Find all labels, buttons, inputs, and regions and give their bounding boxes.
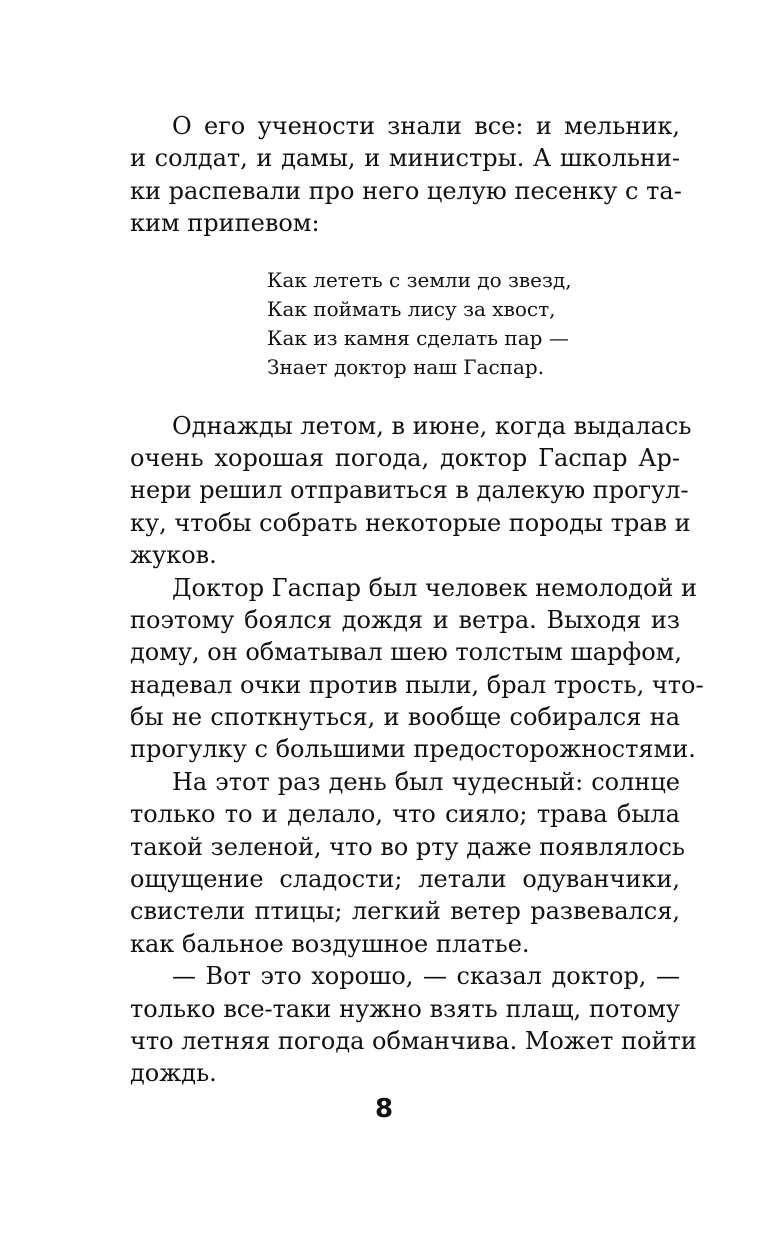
book-page-text [130,110,704,1090]
text-line: На этот раз день был чудесный: солнце [172,767,680,796]
text-line: бы не споткнуться, и вообще собирался на [130,703,680,732]
text-line: поэтому боялся дождя и ветра. Выходя из [130,605,680,634]
poem-line: Как из камня сделать пар — [267,325,569,350]
page-number: 8 [374,1094,394,1124]
text-line: нери решил отправиться в далекую прогул- [130,476,689,505]
paragraph-3 [130,572,704,766]
text-line: ку, чтобы собрать некоторые породы трав и [130,508,691,537]
text-line: только все-таки нужно взять плащ, потому [130,994,680,1023]
text-line: что летняя погода обманчива. Может пойти [130,1026,697,1055]
text-line: и солдат, и дамы, и министры. А школьни- [130,144,680,173]
text-line: дождь. [130,1059,217,1088]
text-line: Доктор Гаспар был человек немолодой и [172,573,698,602]
text-line: ки распевали про него целую песенку с та- [130,176,682,205]
text-line: только то и делало, что сияло; трава была [130,800,680,829]
text-line: очень хорошая погода, доктор Гаспар Ар- [130,443,680,472]
text-line: ким припевом: [130,209,320,238]
text-line: ощущение сладости; летали одуванчики, [130,865,680,894]
paragraph-4 [130,766,685,960]
paragraph-2 [130,410,692,572]
poem-line: Как лететь с земли до звезд, [267,267,572,292]
text-line: дому, он обматывал шею толстым шарфом, [130,638,682,667]
text-line: — Вот это хорошо, — сказал доктор, — [172,962,680,991]
text-line: свистели птицы; легкий ветер развевался, [130,897,680,926]
text-line: прогулку с большими предосторожностями. [130,735,696,764]
text-line: О его учености знали все: и мельник, [172,112,680,140]
text-line: жуков. [130,541,217,570]
text-line: надевал очки против пыли, брал трость, что- [130,670,704,699]
text-line: такой зеленой, что во рту даже появлялось [130,832,685,861]
text-line: как бальное воздушное платье. [130,929,530,958]
poem-line: Знает доктор наш Гаспар. [267,354,545,379]
poem-line: Как поймать лису за хвост, [267,296,556,321]
paragraph-5 [130,960,697,1090]
text-line: Однажды летом, в июне, когда выдалась [172,411,692,440]
paragraph-1 [130,110,680,240]
poem-verse [130,266,680,382]
